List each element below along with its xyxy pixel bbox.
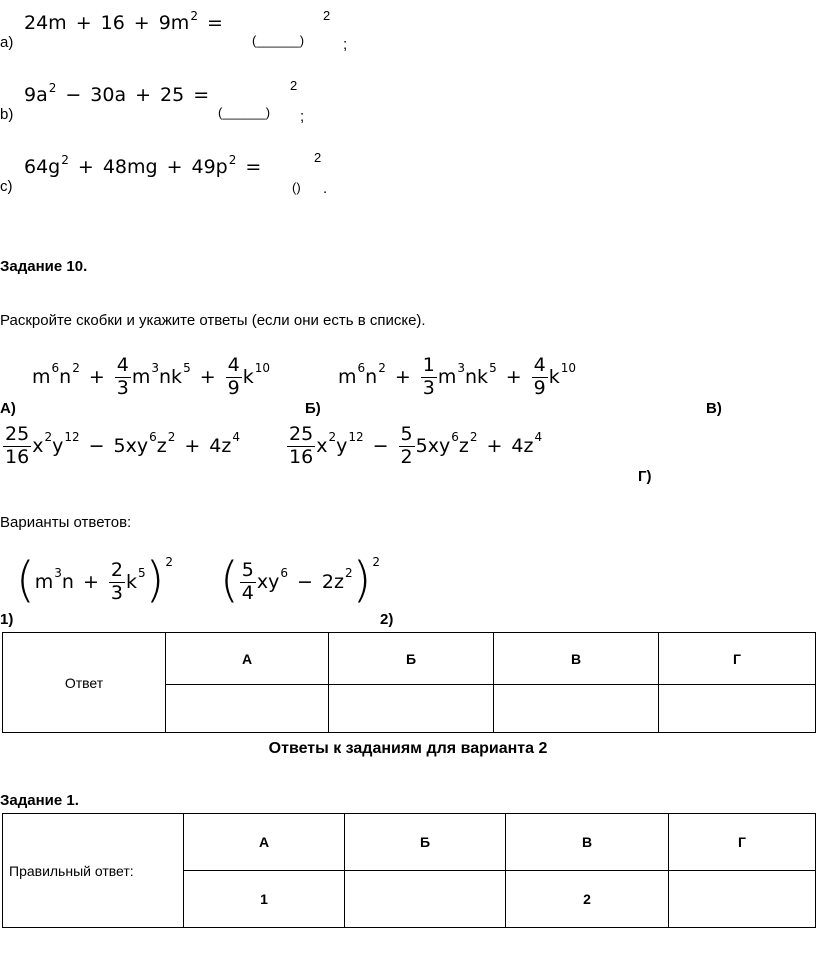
task10-header-g: Г (659, 633, 816, 685)
task1-answer-v: 2 (506, 871, 669, 928)
answers-title: Ответы к заданиям для варианта 2 (268, 740, 548, 757)
expr-v: $\frac{25}{16}$ x $^2$ y $^{12}$ − 5xy $^6$ z $^2$ + 4z $^4$ (5, 423, 240, 468)
item-c-end: . (323, 180, 328, 197)
task10-heading: Задание 10. (0, 258, 88, 275)
task1-answer-g (669, 871, 816, 928)
item-b-expression: $9a^2 - 30a + 25$ = (24, 81, 210, 106)
item-b-label: b) (0, 106, 14, 123)
task10-answer-a[interactable] (166, 685, 329, 733)
variants-title: Варианты ответов: (0, 514, 132, 531)
task10-answer-g[interactable] (659, 685, 816, 733)
task1-header-g: Г (669, 814, 816, 871)
option-2-label: 2) (380, 611, 394, 628)
option-2-expression: ( $\frac{5}{4}$ xy $^6$ − 2z $^2$ ) $^2$ (220, 552, 380, 608)
task10-answer-v[interactable] (494, 685, 659, 733)
item-c-blank: () (292, 180, 301, 195)
item-a-label: a) (0, 34, 14, 51)
expr-a: m $^6$ n $^2$ + $\frac{4}{3}$ m $^3$ nk $^5$ + $\frac{4}{9}$ k $^{10}$ (32, 354, 271, 399)
task10-answer-b[interactable] (329, 685, 494, 733)
label-v: В) (706, 400, 722, 417)
item-c-label: c) (0, 178, 13, 195)
item-a-blank: (______) (252, 33, 305, 48)
item-c-exponent: 2 (314, 150, 322, 165)
task10-header-b: Б (329, 633, 494, 685)
option-1-expression: ( m $^3$ n + $\frac{2}{3}$ k $^5$ ) $^2$ (16, 552, 173, 608)
item-a-expression: $24m + 16 + 9m^2$ = (24, 9, 223, 34)
label-g: Г) (638, 468, 652, 485)
task1-header-v: В (506, 814, 669, 871)
item-b-exponent: 2 (290, 78, 298, 93)
expr-b: m $^6$ n $^2$ + $\frac{1}{3}$ m $^3$ nk $^5$ + $\frac{4}{9}$ k $^{10}$ (338, 354, 577, 399)
task1-header-b: Б (345, 814, 506, 871)
task1-answer-table (2, 813, 816, 928)
task10-instruction: Раскройте скобки и укажите ответы (если они есть в списке). (0, 312, 426, 329)
expr-g: $\frac{25}{16}$ x $^2$ y $^{12}$ − $\frac{5}{2}$ 5xy $^6$ z $^2$ + 4z $^4$ (289, 423, 543, 468)
task10-header-a: А (166, 633, 329, 685)
label-b: Б) (305, 400, 321, 417)
task10-row-label: Ответ (3, 633, 166, 733)
task1-answer-a: 1 (184, 871, 345, 928)
task1-answer-b (345, 871, 506, 928)
task10-answer-table (2, 632, 816, 733)
item-b-end: ; (300, 108, 305, 125)
item-c-expression: $64g^2 + 48mg + 49p^2$ = (24, 153, 262, 178)
item-b-blank: (______) (218, 105, 271, 120)
label-a: А) (0, 400, 16, 417)
task1-header-a: А (184, 814, 345, 871)
item-a-end: ; (343, 36, 348, 53)
task1-heading: Задание 1. (0, 792, 79, 809)
task10-header-v: В (494, 633, 659, 685)
option-1-label: 1) (0, 611, 14, 628)
task1-row-label: Правильный ответ: (3, 814, 184, 928)
item-a-exponent: 2 (323, 8, 331, 23)
